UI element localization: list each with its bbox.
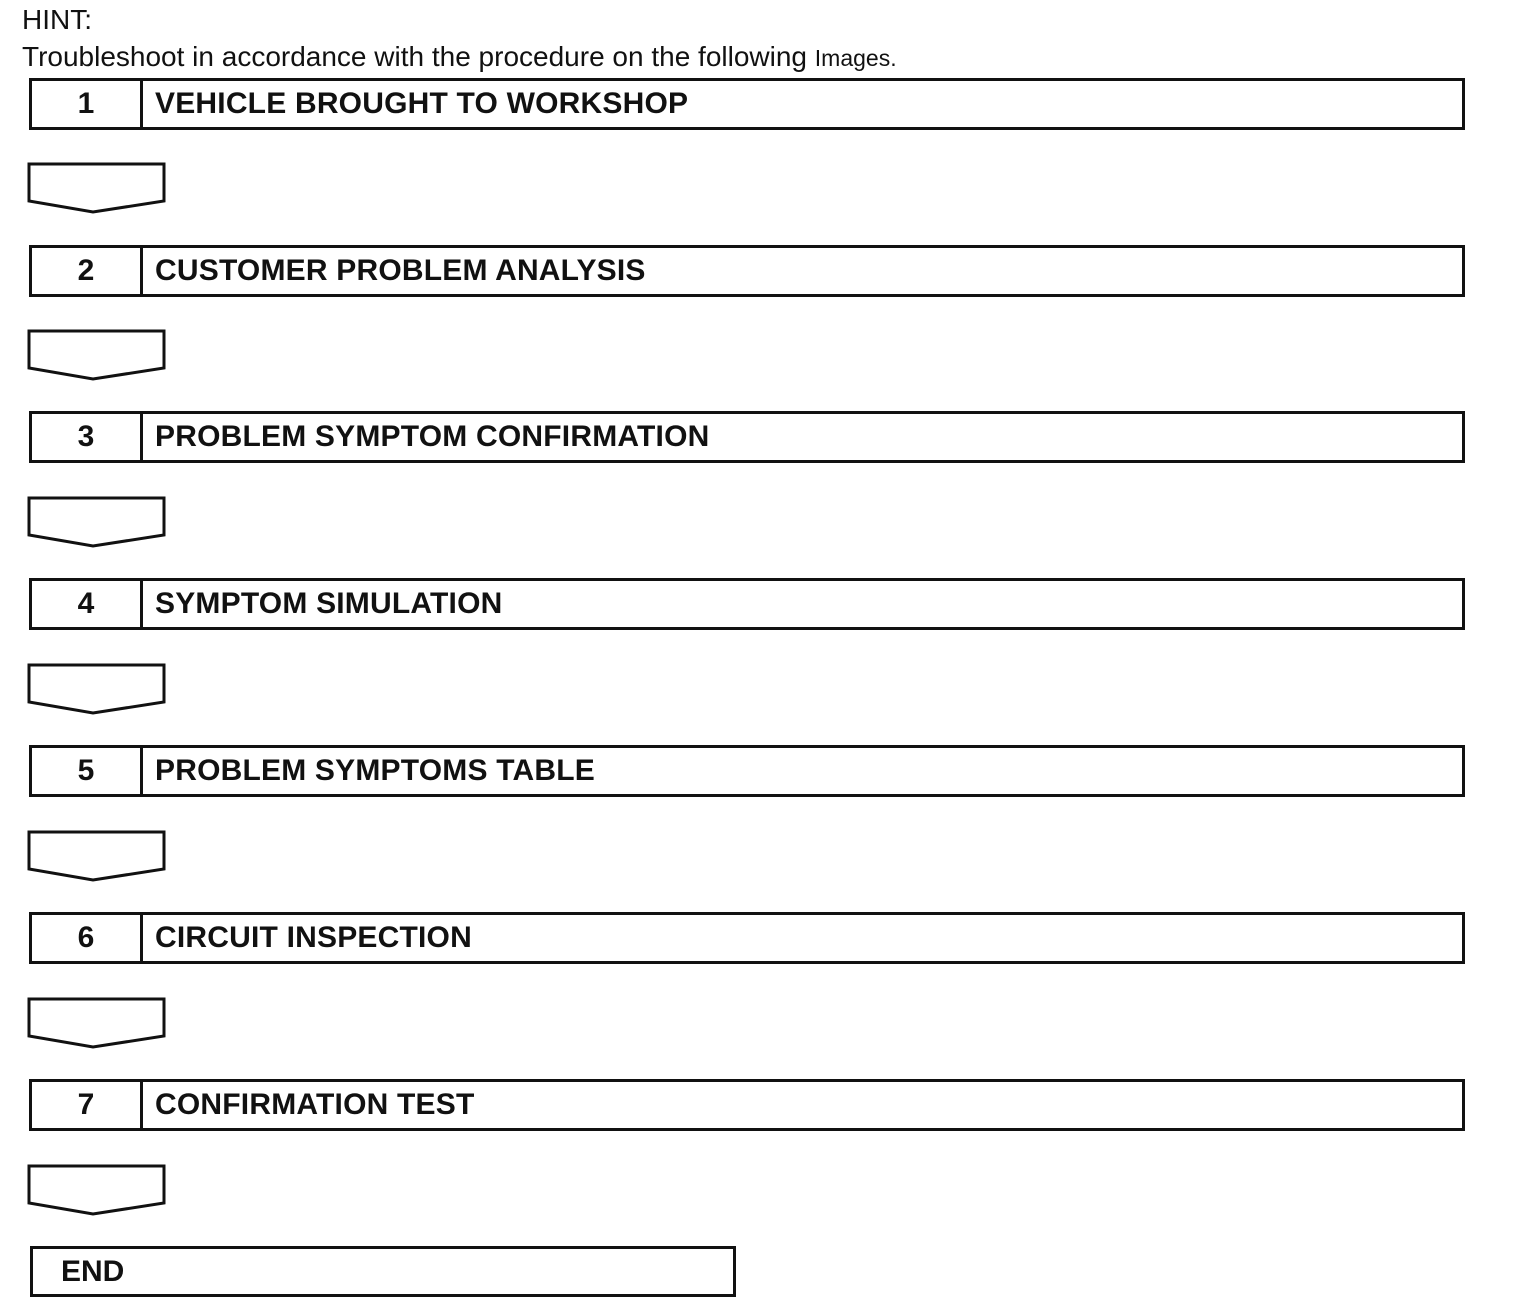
step-box	[29, 578, 1465, 630]
step-title: PROBLEM SYMPTOM CONFIRMATION	[155, 420, 710, 453]
step-number: 2	[32, 248, 143, 294]
step-box	[29, 1079, 1465, 1131]
step-box	[29, 912, 1465, 964]
end-box	[30, 1246, 736, 1297]
flow-down-arrow-icon	[27, 663, 167, 713]
hint-label: HINT:	[22, 4, 92, 35]
step-box	[29, 745, 1465, 797]
flow-down-arrow-icon	[27, 329, 167, 379]
step-box	[29, 411, 1465, 463]
end-label: END	[61, 1254, 125, 1288]
flow-down-arrow-icon	[27, 496, 167, 546]
hint-text	[22, 41, 897, 74]
step-number: 4	[32, 581, 143, 627]
flow-down-arrow-icon	[27, 1164, 167, 1214]
step-number: 1	[32, 81, 143, 127]
flow-down-arrow-icon	[27, 830, 167, 880]
step-number: 3	[32, 414, 143, 460]
step-number: 6	[32, 915, 143, 961]
hint-text-small: Images.	[814, 45, 897, 71]
step-title: CONFIRMATION TEST	[155, 1088, 475, 1121]
step-title: PROBLEM SYMPTOMS TABLE	[155, 754, 595, 787]
step-title: VEHICLE BROUGHT TO WORKSHOP	[155, 87, 689, 120]
step-title: SYMPTOM SIMULATION	[155, 587, 503, 620]
step-box	[29, 245, 1465, 297]
step-box	[29, 78, 1465, 130]
step-title: CUSTOMER PROBLEM ANALYSIS	[155, 254, 646, 287]
step-number: 7	[32, 1082, 143, 1128]
flow-down-arrow-icon	[27, 997, 167, 1047]
hint-text-main: Troubleshoot in accordance with the procedure on the following	[22, 41, 815, 72]
step-title: CIRCUIT INSPECTION	[155, 921, 472, 954]
step-number: 5	[32, 748, 143, 794]
flow-down-arrow-icon	[27, 162, 167, 212]
